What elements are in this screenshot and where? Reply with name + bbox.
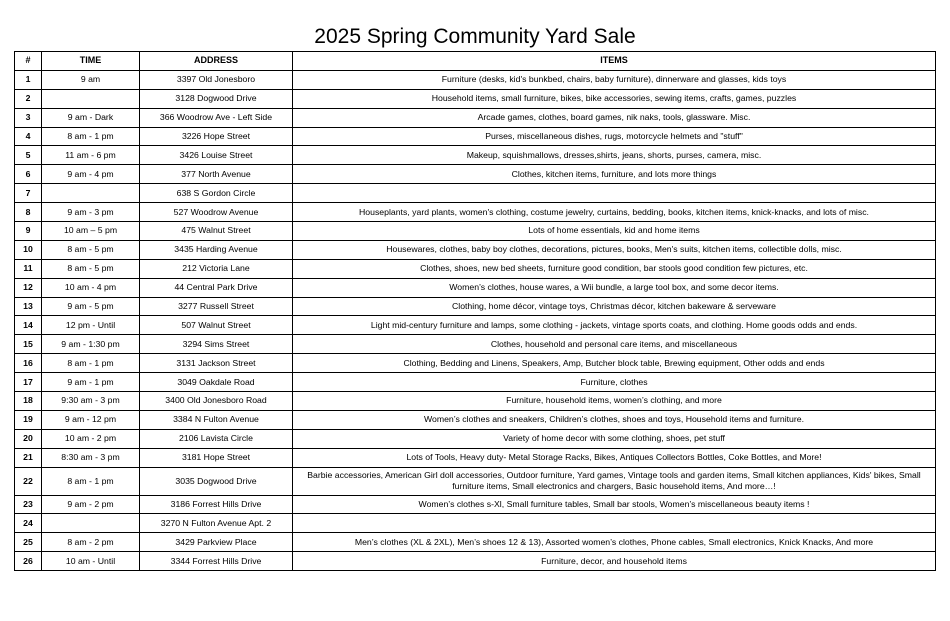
row-time: 10 am - 2 pm [42,429,140,448]
row-address: 3035 Dogwood Drive [140,467,293,495]
page-title: 2025 Spring Community Yard Sale [314,25,636,49]
row-time: 12 pm - Until [42,316,140,335]
row-address: 3131 Jackson Street [140,354,293,373]
table-row [15,354,936,373]
row-time: 11 am - 6 pm [42,146,140,165]
table-row [15,533,936,552]
row-number: 24 [15,514,42,533]
row-address: 3049 Oakdale Road [140,373,293,392]
table-row [15,70,936,89]
row-time: 8 am - 5 pm [42,240,140,259]
table-row [15,108,936,127]
row-address: 3128 Dogwood Drive [140,89,293,108]
row-items: Clothes, shoes, new bed sheets, furniture good condition, bar stools good condition few pictures, etc. [293,259,936,278]
table-row [15,146,936,165]
table-header-row [15,52,936,71]
row-number: 12 [15,278,42,297]
row-number: 19 [15,410,42,429]
table-row [15,448,936,467]
row-time: 10 am - 4 pm [42,278,140,297]
row-time: 10 am - Until [42,552,140,571]
row-time: 9 am - 5 pm [42,297,140,316]
row-time: 9 am - 1:30 pm [42,335,140,354]
row-address: 3397 Old Jonesboro [140,70,293,89]
row-number: 15 [15,335,42,354]
row-address: 527 Woodrow Avenue [140,203,293,222]
table-row [15,240,936,259]
row-address: 507 Walnut Street [140,316,293,335]
row-address: 3186 Forrest Hills Drive [140,495,293,514]
header-items: ITEMS [293,52,936,71]
row-address: 3429 Parkview Place [140,533,293,552]
row-items: Furniture, clothes [293,373,936,392]
row-number: 20 [15,429,42,448]
row-number: 11 [15,259,42,278]
yard-sale-table [14,51,936,571]
row-number: 13 [15,297,42,316]
row-number: 3 [15,108,42,127]
table-row [15,184,936,203]
row-time: 10 am – 5 pm [42,222,140,241]
row-time: 8 am - 1 pm [42,467,140,495]
table-row [15,316,936,335]
row-number: 6 [15,165,42,184]
table-row [15,373,936,392]
header-time: TIME [42,52,140,71]
row-items: Variety of home decor with some clothing, shoes, pet stuff [293,429,936,448]
table-row [15,127,936,146]
row-items: Barbie accessories, American Girl doll accessories, Outdoor furniture, Yard games, Vintage tools and garden items, Small kitchen appliances, Kids' bikes, Small furniture items, Small electronics and chargers, Basic household items, And more…! [293,467,936,495]
row-address: 2106 Lavista Circle [140,429,293,448]
row-number: 23 [15,495,42,514]
row-time: 9 am - Dark [42,108,140,127]
row-items: Women’s clothes, house wares, a Wii bundle, a large tool box, and some decor items. [293,278,936,297]
row-time: 8 am - 2 pm [42,533,140,552]
row-items: Lots of home essentials, kid and home items [293,222,936,241]
row-number: 2 [15,89,42,108]
row-address: 3384 N Fulton Avenue [140,410,293,429]
table-row [15,495,936,514]
row-time: 9:30 am - 3 pm [42,392,140,411]
row-number: 16 [15,354,42,373]
row-items: Clothes, household and personal care items, and miscellaneous [293,335,936,354]
row-items: Furniture, decor, and household items [293,552,936,571]
row-items [293,514,936,533]
row-number: 25 [15,533,42,552]
row-time: 9 am - 4 pm [42,165,140,184]
row-items [293,184,936,203]
row-time: 9 am - 1 pm [42,373,140,392]
row-items: Women’s clothes s-Xl, Small furniture tables, Small bar stools, Women’s miscellaneous beauty items ! [293,495,936,514]
row-items: Purses, miscellaneous dishes, rugs, motorcycle helmets and "stuff" [293,127,936,146]
row-time: 9 am [42,70,140,89]
row-time: 9 am - 2 pm [42,495,140,514]
table-row [15,552,936,571]
row-items: Furniture, household items, women’s clothing, and more [293,392,936,411]
table-row [15,392,936,411]
row-address: 3226 Hope Street [140,127,293,146]
row-address: 377 North Avenue [140,165,293,184]
header-address: ADDRESS [140,52,293,71]
row-number: 4 [15,127,42,146]
row-address: 3435 Harding Avenue [140,240,293,259]
row-items: Women’s clothes and sneakers, Children’s clothes, shoes and toys, Household items and furniture. [293,410,936,429]
table-row [15,165,936,184]
table-row [15,203,936,222]
row-time: 8:30 am - 3 pm [42,448,140,467]
row-address: 212 Victoria Lane [140,259,293,278]
row-number: 26 [15,552,42,571]
row-address: 3181 Hope Street [140,448,293,467]
row-items: Arcade games, clothes, board games, nik naks, tools, glassware. Misc. [293,108,936,127]
table-row [15,259,936,278]
row-address: 3294 Sims Street [140,335,293,354]
row-number: 8 [15,203,42,222]
header-number: # [15,52,42,71]
table-row [15,222,936,241]
row-items: Makeup, squishmallows, dresses,shirts, jeans, shorts, purses, camera, misc. [293,146,936,165]
row-time: 9 am - 3 pm [42,203,140,222]
row-items: Clothes, kitchen items, furniture, and lots more things [293,165,936,184]
row-time: 8 am - 5 pm [42,259,140,278]
row-number: 9 [15,222,42,241]
row-time: 8 am - 1 pm [42,127,140,146]
row-address: 3270 N Fulton Avenue Apt. 2 [140,514,293,533]
row-time: 8 am - 1 pm [42,354,140,373]
row-number: 7 [15,184,42,203]
row-number: 18 [15,392,42,411]
row-items: Furniture (desks, kid's bunkbed, chairs, baby furniture), dinnerware and glasses, kids toys [293,70,936,89]
row-address: 3277 Russell Street [140,297,293,316]
table-row [15,429,936,448]
row-time: 9 am - 12 pm [42,410,140,429]
row-number: 14 [15,316,42,335]
row-items: Lots of Tools, Heavy duty- Metal Storage Racks, Bikes, Antiques Collectors Bottles, Coke Bottles, and More! [293,448,936,467]
table-row [15,514,936,533]
row-items: Clothing, Bedding and Linens, Speakers, Amp, Butcher block table, Brewing equipment, Other odds and ends [293,354,936,373]
row-number: 1 [15,70,42,89]
table-row [15,410,936,429]
row-number: 17 [15,373,42,392]
table-row [15,278,936,297]
table-row [15,297,936,316]
row-address: 638 S Gordon Circle [140,184,293,203]
table-row [15,335,936,354]
row-address: 3426 Louise Street [140,146,293,165]
row-items: Clothing, home décor, vintage toys, Christmas décor, kitchen bakeware & serveware [293,297,936,316]
row-number: 5 [15,146,42,165]
row-number: 22 [15,467,42,495]
row-address: 3344 Forrest Hills Drive [140,552,293,571]
row-number: 10 [15,240,42,259]
row-time [42,514,140,533]
row-items: Housewares, clothes, baby boy clothes, decorations, pictures, books, Men's suits, kitchen items, collectible dolls, misc. [293,240,936,259]
row-address: 44 Central Park Drive [140,278,293,297]
row-items: Light mid-century furniture and lamps, some clothing - jackets, vintage sports coats, and clothing. Home goods odds and ends. [293,316,936,335]
row-address: 366 Woodrow Ave - Left Side [140,108,293,127]
row-time [42,184,140,203]
row-items: Men’s clothes (XL & 2XL), Men’s shoes 12 & 13), Assorted women’s clothes, Phone cables, Small electronics, Knick Knacks, And more [293,533,936,552]
row-address: 475 Walnut Street [140,222,293,241]
row-items: Household items, small furniture, bikes, bike accessories, sewing items, crafts, games, puzzles [293,89,936,108]
table-row [15,89,936,108]
row-number: 21 [15,448,42,467]
table-row [15,467,936,495]
row-time [42,89,140,108]
row-items: Houseplants, yard plants, women's clothing, costume jewelry, curtains, bedding, books, kitchen items, knick-knacks, and lots of misc. [293,203,936,222]
row-address: 3400 Old Jonesboro Road [140,392,293,411]
